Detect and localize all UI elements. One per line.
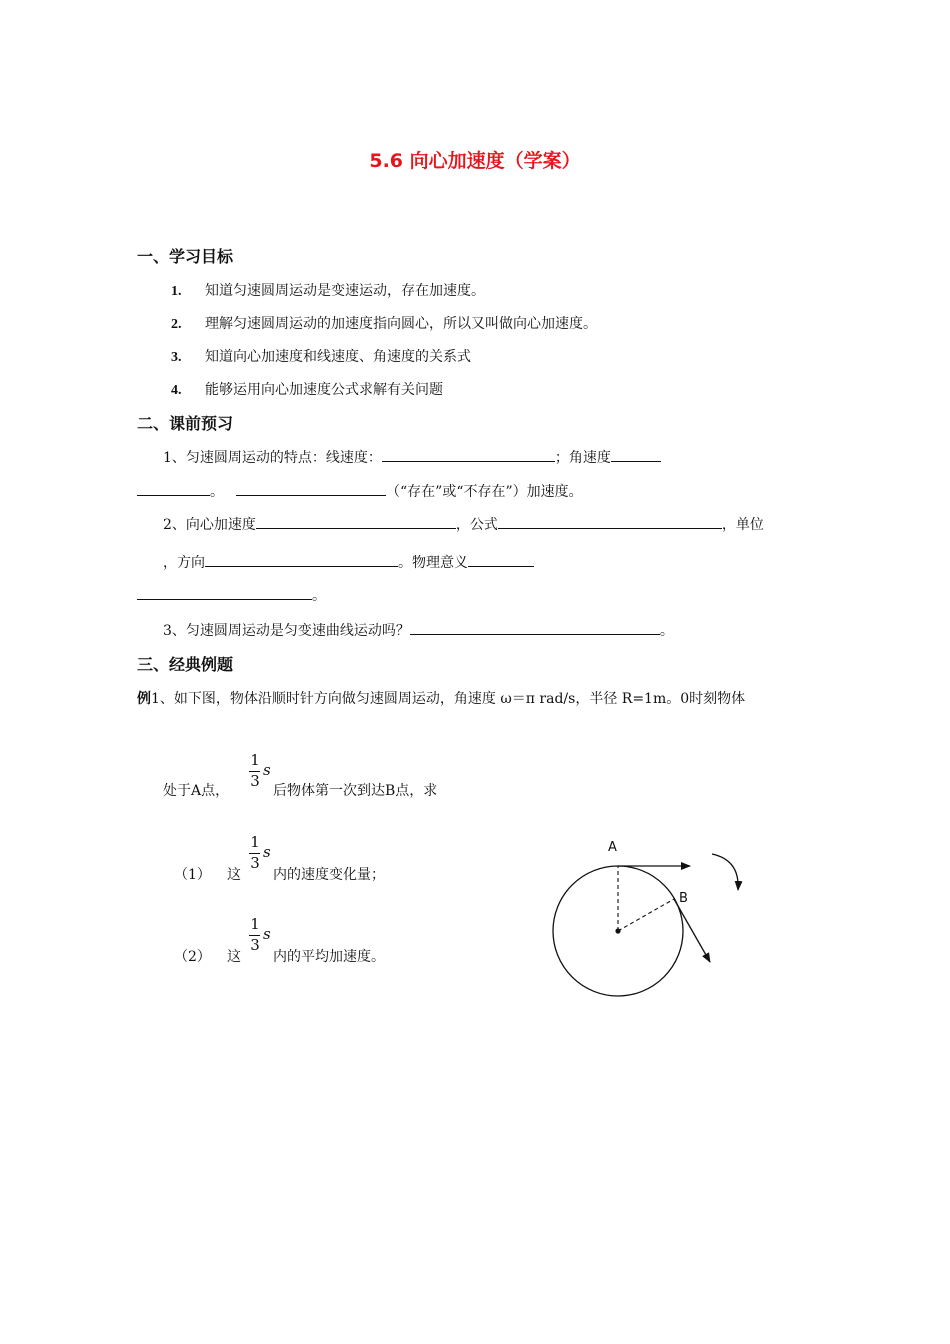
- preview-q2-line3: [137, 585, 326, 605]
- q1-text-d: （“存在”或“不存在”）加速度。: [386, 484, 583, 500]
- sub2-text-a: 这: [227, 949, 241, 965]
- q2-text-e: 。物理意义: [398, 555, 468, 571]
- example1-line1: [137, 688, 745, 708]
- frac-denominator: 3: [250, 772, 260, 790]
- q2-blank-meaning[interactable]: [468, 552, 534, 567]
- sub1-num: （1）: [174, 867, 211, 883]
- preview-q1-line1: [163, 447, 661, 467]
- goal-item-4: [171, 379, 443, 399]
- example1-label: 例: [137, 691, 151, 707]
- goal-text-2: 理解匀速圆周运动的加速度指向圆心，所以又叫做向心加速度。: [205, 316, 597, 332]
- goal-text-1: 知道匀速圆周运动是变速运动，存在加速度。: [205, 283, 485, 299]
- sub2-text-b: 内的平均加速度。: [273, 949, 385, 965]
- label-a: A: [608, 840, 617, 855]
- frac-unit: s: [263, 843, 271, 861]
- frac-denominator: 3: [250, 854, 260, 872]
- goal-item-3: [171, 346, 471, 366]
- q2-blank-definition[interactable]: [256, 514, 456, 529]
- example1-line2b: 后物体第一次到达B点，求: [273, 783, 438, 799]
- goal-num-3: 3.: [171, 350, 182, 365]
- fraction-one-third-s-1: [245, 751, 269, 796]
- preview-heading: 二、课前预习: [137, 414, 234, 433]
- q2-text-b: ，公式: [455, 517, 498, 533]
- frac-numerator: 1: [250, 833, 260, 851]
- q1-blank-angular-speed-cont[interactable]: [137, 481, 210, 496]
- goal-text-4: 能够运用向心加速度公式求解有关问题: [205, 382, 443, 398]
- preview-q2-line1: [163, 514, 764, 534]
- q3-text-a: 3、匀速圆周运动是匀变速曲线运动吗？: [163, 623, 410, 639]
- goal-item-2: [171, 313, 597, 333]
- frac-numerator: 1: [250, 751, 260, 769]
- radius-to-b: [618, 899, 674, 931]
- frac-denominator: 3: [250, 936, 260, 954]
- fraction-one-third-s-3: [245, 915, 269, 960]
- examples-heading: 三、经典例题: [137, 655, 234, 674]
- q1-text-a: 1、匀速圆周运动的特点：线速度：: [163, 450, 382, 466]
- q1-blank-angular-speed[interactable]: [611, 447, 661, 462]
- preview-q2-line2: [163, 552, 534, 572]
- q2-text-d: ，方向: [163, 555, 205, 571]
- example1-line2a: 处于A点，: [163, 783, 230, 799]
- q2-blank-formula[interactable]: [498, 514, 722, 529]
- fraction-one-third-s-2: [245, 833, 269, 878]
- label-b: B: [679, 891, 688, 906]
- q2-blank-direction[interactable]: [205, 552, 398, 567]
- q3-blank-answer[interactable]: [410, 620, 660, 635]
- page-title: 5.6 向心加速度（学案）: [369, 150, 581, 172]
- preview-q3: [163, 620, 674, 640]
- goals-heading: 一、学习目标: [137, 247, 234, 266]
- q1-blank-linear-speed[interactable]: [382, 447, 555, 462]
- frac-numerator: 1: [250, 915, 260, 933]
- circular-motion-diagram: [540, 830, 760, 1010]
- q1-blank-exists[interactable]: [236, 481, 386, 496]
- q2-text-f: 。: [312, 588, 326, 604]
- frac-unit: s: [263, 761, 271, 779]
- q2-blank-meaning-cont[interactable]: [137, 585, 312, 600]
- goal-item-1: [171, 280, 485, 300]
- sub2-num: （2）: [174, 949, 211, 965]
- q2-text-c: ，单位: [721, 517, 764, 533]
- sub1-text-b: 内的速度变化量；: [273, 867, 385, 883]
- sub1-text-a: 这: [227, 867, 241, 883]
- q1-text-c: 。: [210, 484, 224, 500]
- preview-q1-line2: [137, 481, 583, 501]
- clockwise-direction-arrow: [712, 854, 738, 890]
- goal-num-4: 4.: [171, 383, 182, 398]
- goal-num-2: 2.: [171, 317, 182, 332]
- q1-text-b: ；角速度: [554, 450, 611, 466]
- goal-text-3: 知道向心加速度和线速度、角速度的关系式: [205, 349, 471, 365]
- goal-num-1: 1.: [171, 284, 182, 299]
- example1-text: 1、如下图，物体沿顺时针方向做匀速圆周运动，角速度 ω＝π rad/s，半径 R=1m。0时刻物体: [151, 691, 746, 707]
- q3-text-b: 。: [659, 623, 674, 639]
- q2-text-a: 2、向心加速度: [163, 517, 256, 533]
- frac-unit: s: [263, 925, 271, 943]
